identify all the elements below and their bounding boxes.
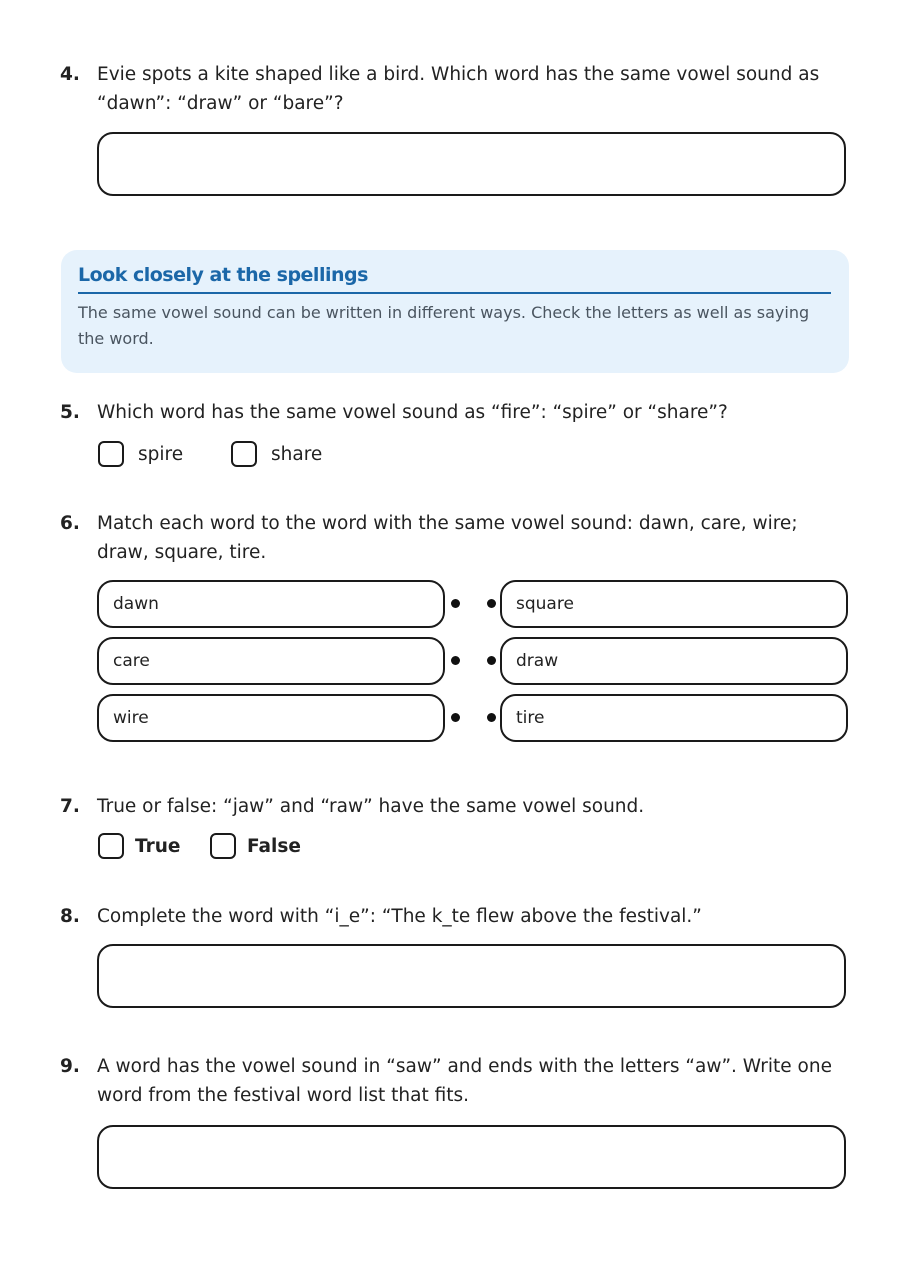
question-number: 7.	[60, 796, 80, 817]
question-number: 6.	[60, 513, 80, 534]
question-4	[60, 60, 850, 118]
match-right-draw[interactable]	[500, 637, 848, 685]
option-spire[interactable]	[98, 441, 183, 467]
question-number: 8.	[60, 906, 80, 927]
match-label: dawn	[113, 594, 159, 614]
match-left-dawn[interactable]	[97, 580, 445, 628]
match-right-square[interactable]	[500, 580, 848, 628]
match-label: tire	[516, 708, 545, 728]
question-9	[60, 1052, 850, 1110]
question-text: Evie spots a kite shaped like a bird. Which word has the same vowel sound as “dawn”: “draw” or “bare”?	[97, 64, 820, 114]
question-5	[60, 398, 850, 427]
option-label: spire	[138, 443, 184, 465]
answer-box-4[interactable]	[97, 132, 846, 196]
option-false[interactable]	[210, 833, 301, 859]
option-label: share	[271, 443, 323, 465]
option-label: False	[247, 835, 301, 857]
question-number: 9.	[60, 1056, 80, 1077]
match-left-care[interactable]	[97, 637, 445, 685]
question-8	[60, 902, 850, 931]
answer-box-8[interactable]	[97, 944, 846, 1008]
match-dot-left[interactable]	[451, 599, 460, 608]
tip-box	[61, 250, 849, 373]
question-text: Match each word to the word with the same vowel sound: dawn, care, wire; draw, square, tire.	[97, 513, 798, 563]
option-label: True	[135, 835, 181, 857]
match-label: draw	[516, 651, 559, 671]
match-label: care	[113, 651, 150, 671]
match-dot-left[interactable]	[451, 713, 460, 722]
question-6	[60, 509, 850, 567]
match-dot-left[interactable]	[451, 656, 460, 665]
match-right-tire[interactable]	[500, 694, 848, 742]
question-text: A word has the vowel sound in “saw” and ends with the letters “aw”. Write one word from the festival word list that fits.	[97, 1056, 832, 1106]
match-dot-right[interactable]	[487, 713, 496, 722]
tip-body: The same vowel sound can be written in different ways. Check the letters as well as saying the word.	[78, 303, 810, 348]
match-left-wire[interactable]	[97, 694, 445, 742]
match-dot-right[interactable]	[487, 656, 496, 665]
option-share[interactable]	[231, 441, 322, 467]
checkbox[interactable]	[210, 833, 236, 859]
match-dot-right[interactable]	[487, 599, 496, 608]
checkbox[interactable]	[98, 441, 124, 467]
checkbox[interactable]	[98, 833, 124, 859]
question-number: 5.	[60, 402, 80, 423]
option-true[interactable]	[98, 833, 180, 859]
question-text: Complete the word with “i_e”: “The k_te flew above the festival.”	[97, 906, 702, 927]
question-number: 4.	[60, 64, 80, 85]
answer-box-9[interactable]	[97, 1125, 846, 1189]
question-text: Which word has the same vowel sound as “fire”: “spire” or “share”?	[97, 402, 728, 423]
match-label: wire	[113, 708, 149, 728]
tip-title: Look closely at the spellings	[78, 264, 831, 294]
checkbox[interactable]	[231, 441, 257, 467]
question-7	[60, 792, 850, 821]
question-text: True or false: “jaw” and “raw” have the same vowel sound.	[97, 796, 645, 817]
match-label: square	[516, 594, 574, 614]
